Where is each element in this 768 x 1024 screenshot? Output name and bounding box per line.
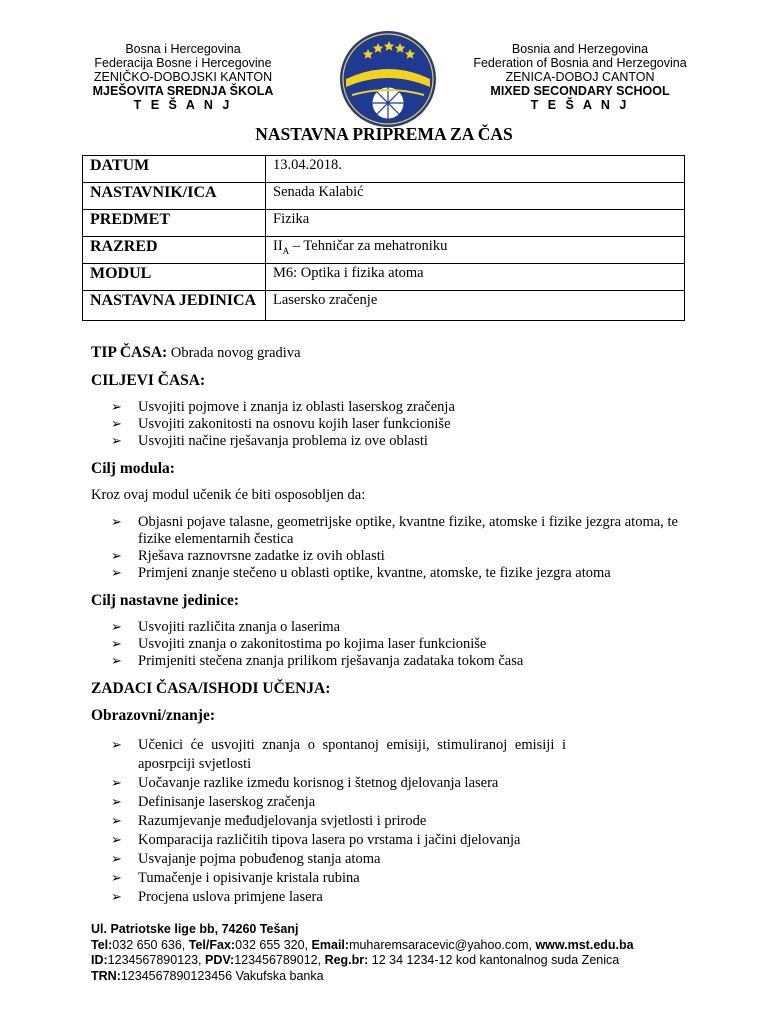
- bullet-arrow-icon: ➢: [111, 417, 122, 432]
- tasks-heading: ZADACI ČASA/ISHODI UČENJA:: [91, 680, 331, 697]
- goals-list: [111, 399, 678, 450]
- footer-bank-line: TRN:1234567890123456 Vakufska banka: [91, 968, 324, 983]
- lesson-type-label: TIP ČASA:: [91, 344, 168, 361]
- educational-list: [111, 736, 566, 907]
- table-row: [83, 264, 685, 291]
- bullet-arrow-icon: ➢: [111, 871, 122, 886]
- bullet-arrow-icon: ➢: [111, 434, 122, 449]
- list-item: ➢ Komparacija različitih tipova lasera po vrstama i jačini djelovanja: [111, 832, 521, 848]
- bullet-arrow-icon: ➢: [111, 620, 122, 635]
- header-left-line-2: Federacija Bosne i Hercegovine: [94, 56, 272, 70]
- header-right-line-2: Federation of Bosnia and Herzegovina: [473, 56, 687, 70]
- module-goal-list: [111, 514, 678, 582]
- row-label: DATUM: [83, 156, 266, 183]
- header-left-line-1: Bosna i Hercegovina: [125, 42, 241, 56]
- footer-website[interactable]: www.mst.edu.ba: [535, 937, 634, 952]
- bullet-arrow-icon: ➢: [111, 852, 122, 867]
- module-goal-heading: Cilj modula:: [91, 460, 175, 477]
- bullet-arrow-icon: ➢: [111, 833, 122, 848]
- header-right: [460, 42, 700, 112]
- row-label: NASTAVNA JEDINICA: [83, 291, 266, 321]
- header-left-school: MJEŠOVITA SREDNJA ŠKOLA: [92, 84, 274, 98]
- list-item: ➢ Rješava raznovrsne zadatke iz ovih oblasti: [111, 548, 385, 564]
- list-item: ➢ Usvajanje pojma pobuđenog stanja atoma: [111, 851, 381, 867]
- row-label: RAZRED: [83, 237, 266, 264]
- table-row: [83, 183, 685, 210]
- header-right-school: MIXED SECONDARY SCHOOL: [490, 84, 670, 98]
- class-description: – Tehničar za mehatroniku: [289, 238, 448, 254]
- footer-phone: 032 650 636,: [112, 937, 189, 952]
- bullet-arrow-icon: ➢: [111, 566, 122, 581]
- list-item: ➢ Usvojiti različita znanja o laserima: [111, 619, 341, 635]
- page-footer: [91, 922, 691, 984]
- row-value: 13.04.2018.: [266, 156, 685, 183]
- list-item: ➢ Usvojiti načine rješavanja problema iz ove oblasti: [111, 433, 428, 449]
- list-item: ➢ Usvojiti zakonitosti na osnovu kojih laser funkcioniše: [111, 416, 451, 432]
- list-item: ➢ Tumačenje i opisivanje kristala rubina: [111, 870, 360, 886]
- goals-heading: CILJEVI ČASA:: [91, 372, 206, 389]
- lesson-content: [91, 344, 678, 907]
- bullet-arrow-icon: ➢: [111, 654, 122, 669]
- list-item: ➢ Primjeniti stečena znanja prilikom rješavanja zadataka tokom časa: [111, 653, 524, 669]
- header-right-city: T E Š A N J: [530, 98, 630, 112]
- list-item: ➢ Usvojiti pojmove i znanja iz oblasti laserskog zračenja: [111, 399, 455, 415]
- row-value: Senada Kalabić: [266, 183, 685, 210]
- footer-fax: 032 655 320,: [235, 937, 312, 952]
- unit-goal-heading: Cilj nastavne jedinice:: [91, 592, 240, 609]
- row-value: [266, 237, 685, 264]
- bullet-arrow-icon: ➢: [111, 890, 122, 905]
- lesson-type: [91, 344, 678, 362]
- row-label: MODUL: [83, 264, 266, 291]
- footer-ids-line: ID:1234567890123, PDV:123456789012, Reg.br: 12 34 1234-12 kod kantonalnog suda Zenica: [91, 953, 620, 967]
- info-table: [82, 155, 685, 321]
- footer-email[interactable]: muharemsaracevic@yahoo.com,: [349, 937, 536, 952]
- row-value: M6: Optika i fizika atoma: [266, 264, 685, 291]
- header-right-line-1: Bosnia and Herzegovina: [511, 42, 649, 56]
- table-row: [83, 237, 685, 264]
- footer-contact-line: Tel:032 650 636, Tel/Fax:032 655 320, Email:muharemsaracevic@yahoo.com, www.mst.edu.ba: [91, 937, 634, 952]
- table-row: [83, 291, 685, 321]
- bullet-arrow-icon: ➢: [111, 738, 122, 753]
- bullet-arrow-icon: ➢: [111, 515, 122, 530]
- module-goal-intro: Kroz ovaj modul učenik će biti osposobljen da:: [91, 487, 366, 503]
- list-item: ➢ Procjena uslova primjene lasera: [111, 889, 323, 905]
- unit-goal-list: [111, 619, 678, 670]
- list-item: ➢ Objasni pojave talasne, geometrijske optike, kvantne fizike, atomske i fizike jezgra atoma, te fizike elementarnih čestica: [111, 514, 678, 547]
- bullet-arrow-icon: ➢: [111, 776, 122, 791]
- list-item: ➢ Učenici će usvojiti znanja o spontanoj emisiji, stimuliranoj emisiji i aposrpciji svjetlosti: [111, 737, 566, 772]
- row-value: Lasersko zračenje: [266, 291, 685, 321]
- table-row: [83, 210, 685, 237]
- footer-pdv: 123456789012,: [234, 953, 325, 967]
- table-row: [83, 156, 685, 183]
- footer-reg: 12 34 1234-12 kod kantonalnog suda Zenica: [368, 953, 620, 967]
- educational-heading: Obrazovni/znanje:: [91, 707, 215, 724]
- school-emblem-icon: [338, 29, 438, 129]
- header-left-line-3: ZENIČKO-DOBOJSKI KANTON: [93, 70, 273, 84]
- row-value: Fizika: [266, 210, 685, 237]
- header-right-line-3: ZENICA-DOBOJ CANTON: [505, 70, 655, 84]
- header-left: [68, 42, 298, 112]
- list-item: ➢ Definisanje laserskog zračenja: [111, 794, 316, 810]
- class-section: A: [282, 245, 290, 256]
- row-label: NASTAVNIK/ICA: [83, 183, 266, 210]
- bullet-arrow-icon: ➢: [111, 400, 122, 415]
- bullet-arrow-icon: ➢: [111, 637, 122, 652]
- footer-trn: 1234567890123456 Vakufska banka: [120, 968, 324, 983]
- list-item: ➢ Razumjevanje međudjelovanja svjetlosti i prirode: [111, 813, 427, 829]
- bullet-arrow-icon: ➢: [111, 814, 122, 829]
- footer-id: 1234567890123,: [107, 953, 205, 967]
- footer-address: Ul. Patriotske lige bb, 74260 Tešanj: [91, 922, 299, 936]
- document-title: NASTAVNA PRIPREMA ZA ČAS: [255, 124, 513, 144]
- class-numeral: II: [273, 238, 283, 254]
- bullet-arrow-icon: ➢: [111, 795, 122, 810]
- list-item: ➢ Usvojiti znanja o zakonitostima po kojima laser funkcioniše: [111, 636, 487, 652]
- row-label: PREDMET: [83, 210, 266, 237]
- list-item: ➢ Uočavanje razlike između korisnog i štetnog djelovanja lasera: [111, 775, 499, 791]
- list-item: ➢ Primjeni znanje stečeno u oblasti optike, kvantne, atomske, te fizike jezgra atoma: [111, 565, 611, 581]
- lesson-type-value: Obrada novog gradiva: [167, 345, 301, 361]
- bullet-arrow-icon: ➢: [111, 549, 122, 564]
- header-left-city: T E Š A N J: [133, 98, 233, 112]
